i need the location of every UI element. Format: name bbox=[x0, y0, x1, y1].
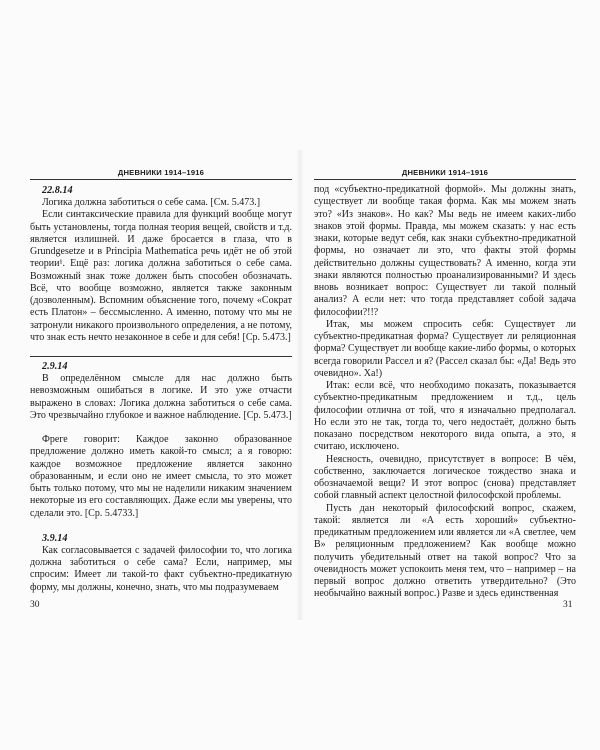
paragraph: под «субъектно-предикатной формой». Мы должны знать, существует ли вообще такая форма. Как мы можем знать это? «Из знаков». Но как? Мы ведь не имеем каких-либо знаков этой формы. Правда, мы можем сказать: у нас есть знаки, которые ведут себя, как знаки субъектно-предикатной формы, но означает ли это, что факты этой формы действительно должны существовать? А именно, когда эти знаки являются полностью проанализированными? И здесь вновь возникает вопрос: Существует ли такой полный анализ? А если нет: что тогда представляет собой задача философии?!!? bbox=[314, 184, 576, 318]
running-head: ДНЕВНИКИ 1914–1916 bbox=[30, 168, 292, 180]
paragraph: Фреге говорит: Каждое законно образованное предложение должно иметь какой-то смысл; а я говорю: каждое возможное предложение является законно образованным, и если оно не имеет смысла, то это может быть только потому, что мы не наделили никаким значением некоторые из его составляющих. Даже если мы уверены, что сделали это. [Ср. 5.4733.] bbox=[30, 434, 292, 519]
paragraph: В определённом смысле для нас должно быть невозможным ошибаться в логике. И это уже отчасти выражено в словах: Логика должна заботиться о себе сама. Это чрезвычайно глубокое и важное наблюдение. [Ср. 5.473.] bbox=[30, 373, 292, 421]
left-page bbox=[30, 168, 292, 594]
page-number: 30 bbox=[30, 600, 40, 610]
entry-date: 3.9.14 bbox=[42, 532, 68, 544]
running-head: ДНЕВНИКИ 1914–1916 bbox=[314, 168, 576, 180]
paragraph: Логика должна заботиться о себе сама. [См. 5.473.] bbox=[42, 197, 261, 208]
right-page bbox=[314, 168, 576, 601]
paragraph: Неясность, очевидно, присутствует в вопросе: В чём, собственно, заключается логическое тождество знака и обозначаемой вещи? И этот вопрос (снова) представляет собой главный аспект целостной философской проблемы. bbox=[314, 453, 576, 502]
paragraph: Итак, мы можем спросить себя: Существует ли субъектно-предикатная форма? Существует ли реляционная форма? Существует ли вообще какие-либо формы, о которых всегда говорили Рассел и я? (Рассел сказал бы: «Да! Ведь это очевидно». Ха!) bbox=[314, 318, 576, 379]
paragraph: Если синтаксические правила для функций вообще могут быть установлены, тогда полная теория вещей, свойств и т.д. является излишней. И даже бросается в глаза, что в Grundgesetze и в Principia Mathematica речь идёт не об этой теории¹. Ещё раз: логика должна заботиться о себе сама. Возможный знак тоже должен быть способен обозначать. Всё, что вообще возможно, является также законным (дозволенным). Вспомним объяснение того, почему «Сократ есть Платон» – бессмысленно. А именно, потому что мы не затронули никакого произвольного определения, а не потому, что знак есть нечто незаконное в себе и для себя! [Ср. 5.473.] bbox=[30, 209, 292, 343]
entry-date: 2.9.14 bbox=[42, 361, 68, 372]
paragraph: Итак: если всё, что необходимо показать, показывается субъектно-предикатным предложением и т.д., цель философии отлична от той, что я изначально предполагал. Но если это не так, тогда то, чего недостаёт, должно быть показано посредством некоторого вида опыта, а это, я считаю, исключено. bbox=[314, 380, 576, 453]
entry-date: 22.8.14 bbox=[42, 185, 73, 196]
page-body bbox=[314, 184, 576, 601]
section-rule bbox=[30, 356, 292, 357]
book-gutter bbox=[296, 150, 304, 620]
paragraph: Пусть дан некоторый философский вопрос, скажем, такой: является ли «А есть хороший» субъектно-предикатным предложением или является ли «А светлее, чем В» реляционным предложением? Как вообще можно получить убедительный ответ на такой вопрос? Что за очевидность может успокоить меня тем, что – например – на первый вопрос должно ответить утвердительно? (Это необычайно важный вопрос.) Разве и здесь единственная bbox=[314, 502, 576, 600]
page-number: 31 bbox=[563, 600, 573, 610]
paragraph: Как согласовывается с задачей философии то, что логика должна заботиться о себе сама? Если, например, мы спросим: Имеет ли такой-то факт субъектно-предикатную форму, мы должны, конечно, знать, что мы подразумеваем bbox=[30, 544, 292, 593]
page-body bbox=[30, 184, 292, 594]
